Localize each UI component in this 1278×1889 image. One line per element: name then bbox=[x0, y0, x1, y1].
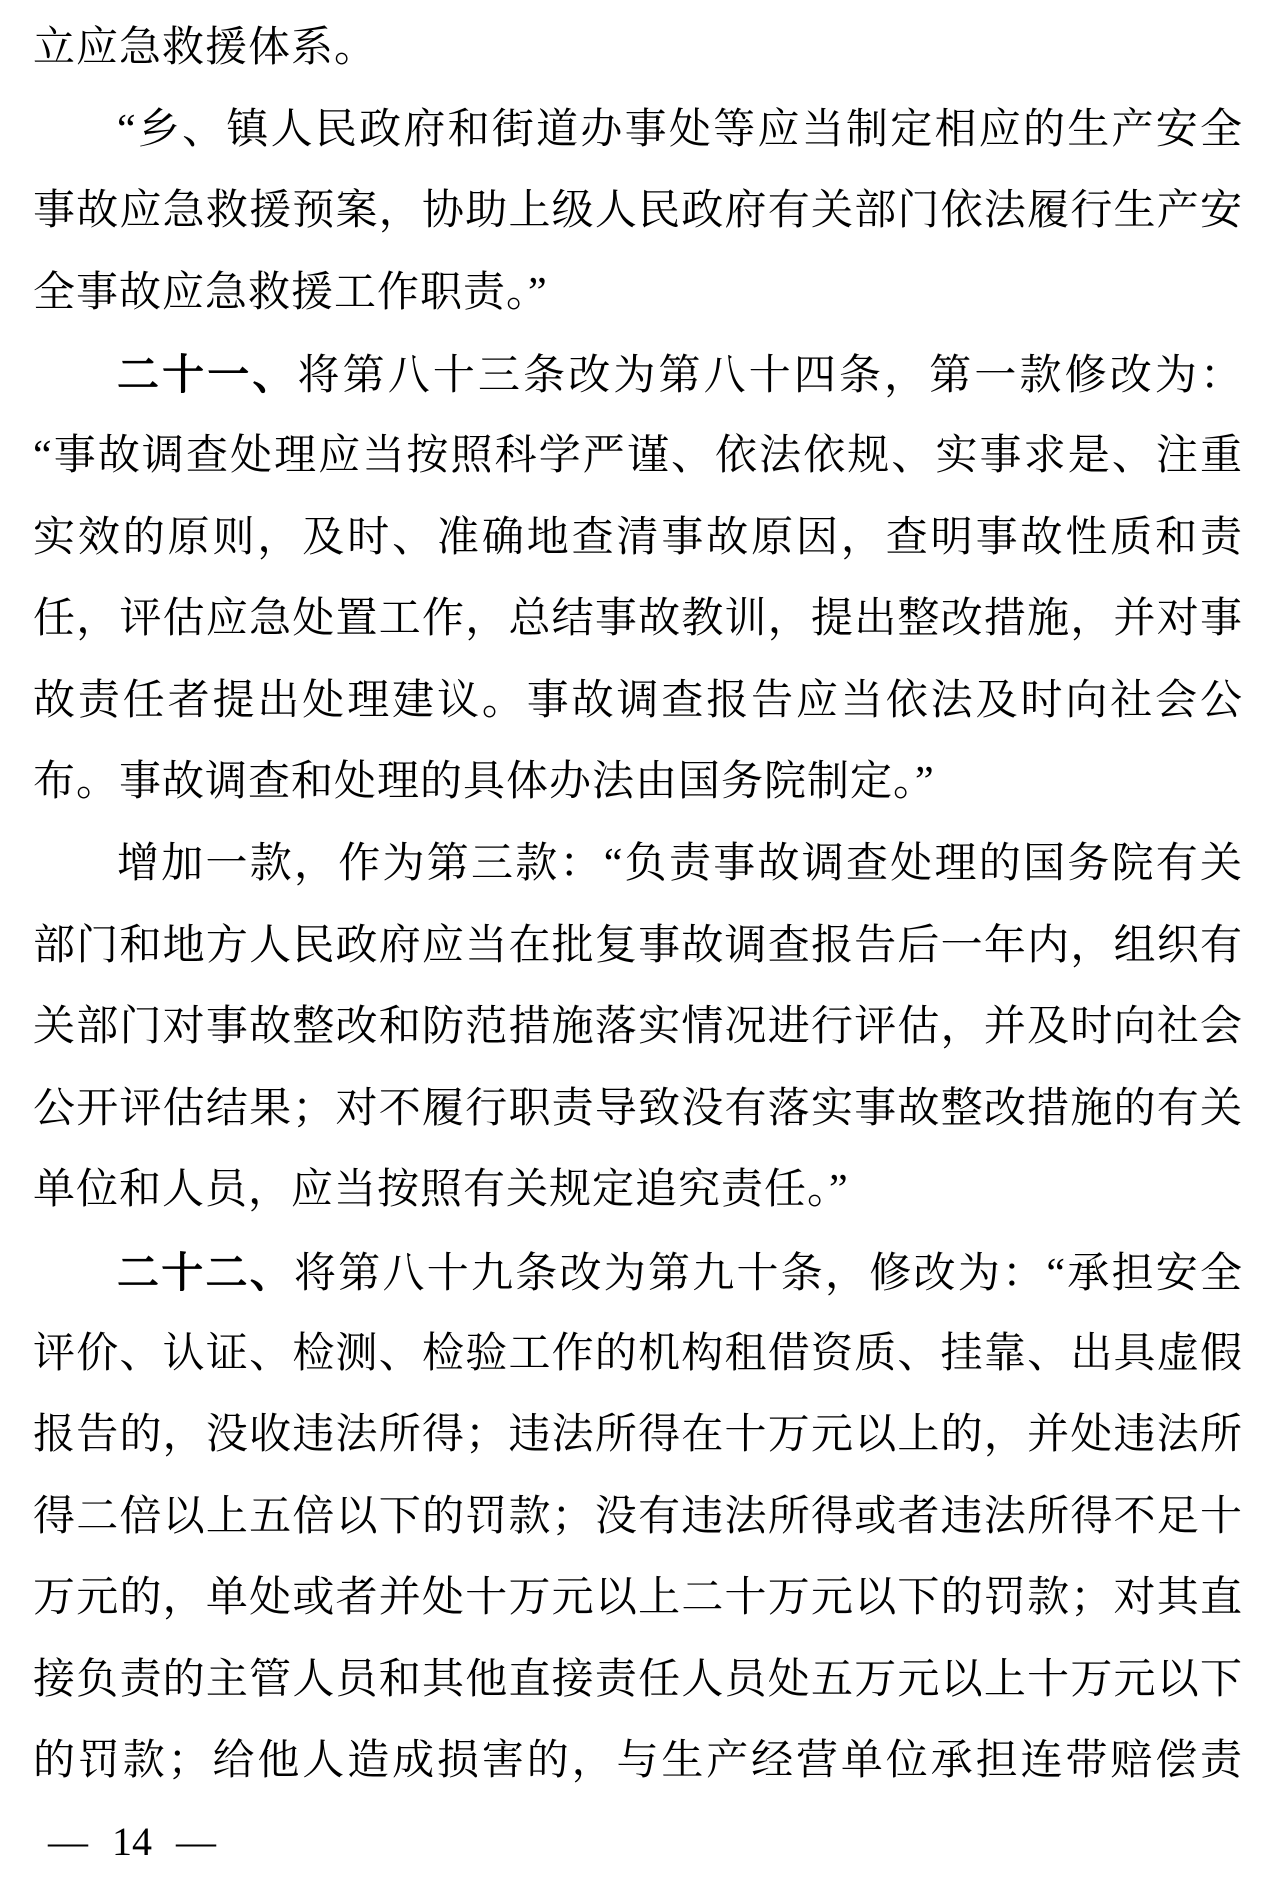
text-line: 关部门对事故整改和防范措施落实情况进行评估，并及时向社会 bbox=[33, 1004, 1242, 1051]
text-line: 全事故应急救援工作职责。” bbox=[33, 269, 548, 316]
footer-dash-right: — bbox=[176, 1819, 216, 1864]
text-line: “事故调查处理应当按照科学严谨、依法依规、实事求是、注重 bbox=[33, 432, 1242, 479]
text-line: 得二倍以上五倍以下的罚款；没有违法所得或者违法所得不足十 bbox=[33, 1493, 1242, 1540]
text-line: 任，评估应急处置工作，总结事故教训，提出整改措施，并对事 bbox=[33, 596, 1242, 643]
text-line: 公开评估结果；对不履行职责导致没有落实事故整改措施的有关 bbox=[33, 1085, 1242, 1132]
text-line: 的罚款；给他人造成损害的，与生产经营单位承担连带赔偿责 bbox=[33, 1738, 1242, 1785]
text-line: 万元的，单处或者并处十万元以上二十万元以下的罚款；对其直 bbox=[33, 1575, 1242, 1622]
text-line: 二十一、将第八十三条改为第八十四条，第一款修改为： bbox=[117, 351, 1242, 400]
text-line: 评价、认证、检测、检验工作的机构租借资质、挂靠、出具虚假 bbox=[33, 1330, 1242, 1377]
document-body bbox=[33, 8, 1242, 1803]
text-line: 二十二、将第八十九条改为第九十条，修改为：“承担安全 bbox=[117, 1248, 1242, 1297]
text-line: 报告的，没收违法所得；违法所得在十万元以上的，并处违法所 bbox=[33, 1412, 1242, 1459]
clause-number: 二十二、 bbox=[117, 1248, 295, 1296]
text-line: 增加一款，作为第三款：“负责事故调查处理的国务院有关 bbox=[117, 840, 1242, 887]
text-line: 实效的原则，及时、准确地查清事故原因，查明事故性质和责 bbox=[33, 514, 1242, 561]
footer-dash-left: — bbox=[48, 1819, 88, 1864]
text-line: 立应急救援体系。 bbox=[33, 25, 378, 71]
text-line: 接负责的主管人员和其他直接责任人员处五万元以上十万元以下 bbox=[33, 1656, 1242, 1703]
text-line: “乡、镇人民政府和街道办事处等应当制定相应的生产安全 bbox=[117, 106, 1242, 153]
text-line: 部门和地方人民政府应当在批复事故调查报告后一年内，组织有 bbox=[33, 922, 1242, 969]
text-line: 布。事故调查和处理的具体办法由国务院制定。” bbox=[33, 759, 935, 806]
page-footer bbox=[48, 1818, 216, 1865]
text-line: 故责任者提出处理建议。事故调查报告应当依法及时向社会公 bbox=[33, 677, 1242, 724]
page-number: 14 bbox=[112, 1819, 152, 1864]
text-line: 事故应急救援预案，协助上级人民政府有关部门依法履行生产安 bbox=[33, 188, 1242, 235]
text-line: 单位和人员，应当按照有关规定追究责任。” bbox=[33, 1167, 849, 1214]
clause-number: 二十一、 bbox=[117, 351, 298, 399]
